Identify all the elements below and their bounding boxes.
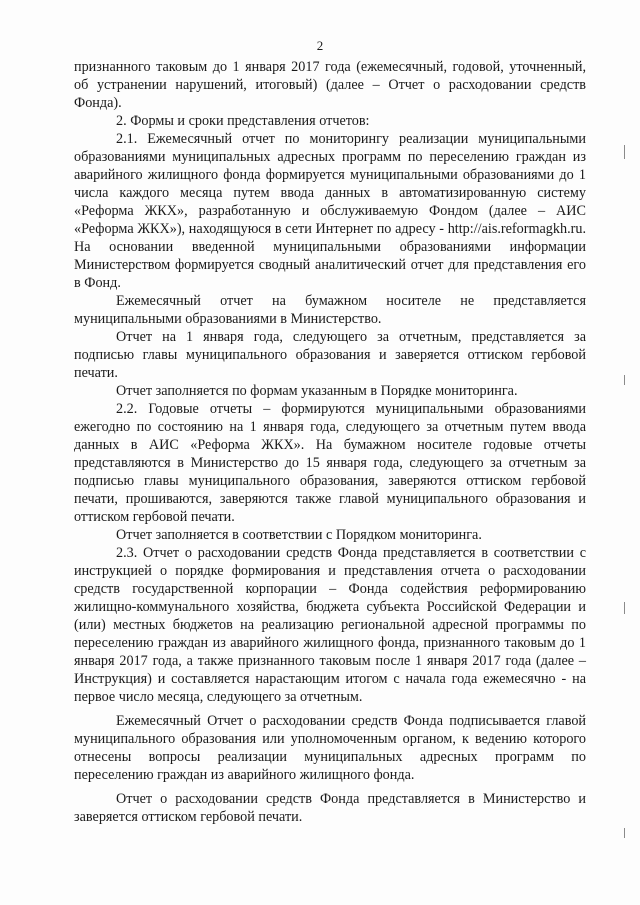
paragraph-monthly-signature: Ежемесячный Отчет о расходовании средств Фонда подписывается главой муниципального образования или уполномоченным органом, к ведению которого отнесены вопросы реализации муниципальных адресных программ по переселению граждан из аварийного жилищного фонда.	[74, 713, 586, 783]
page-number: 2	[316, 38, 324, 53]
margin-scan-mark	[624, 602, 625, 614]
paragraph-2-1-monthly-report: 2.1. Ежемесячный отчет по мониторингу реализации муниципальными образованиями муниципальных адресных программ по переселению граждан из аварийного жилищного фонда формируется муниципальными образованиями до 1 числа каждого месяца путем ввода данных в автоматизированную систему «Реформа ЖКХ», разработанную и обслуживаемую Фондом (далее – АИС «Реформа ЖКХ»), находящуюся в сети Интернет по адресу - http://ais.reformagkh.ru. На основании введенной муниципальными образованиями информации Министерством формируется сводный аналитический отчет для представления его в Фонд.	[74, 131, 586, 291]
document-body	[74, 58, 586, 826]
margin-scan-mark	[624, 828, 625, 838]
margin-scan-mark	[624, 375, 625, 385]
paragraph-2-2-annual-reports: 2.2. Годовые отчеты – формируются муниципальными образованиями ежегодно по состоянию на 1 января года, следующего за отчетным путем ввода данных в АИС «Реформа ЖКХ». На бумажном носителе годовые отчеты представляются в Министерство до 15 января года, следующего за отчетным за подписью главы муниципального образования, заверяются оттиском гербовой печати, прошиваются, заверяются также главой муниципального образования и оттиском гербовой печати.	[74, 401, 586, 525]
paragraph-fund-report-seal: Отчет о расходовании средств Фонда представляется в Министерство и заверяется оттиском гербовой печати.	[74, 791, 586, 825]
margin-scan-mark	[624, 145, 625, 159]
paragraph-forms-note: Отчет заполняется по формам указанным в Порядке мониторинга.	[116, 383, 518, 399]
section-heading-forms-and-deadlines: 2. Формы и сроки представления отчетов:	[116, 113, 370, 129]
paragraph-monitoring-note: Отчет заполняется в соответствии с Порядком мониторинга.	[116, 527, 482, 543]
paragraph-2-3-fund-expenditure: 2.3. Отчет о расходовании средств Фонда представляется в соответствии с инструкцией о порядке формирования и представления отчета о расходовании средств государственной корпорации – Фонда содействия реформированию жилищно-коммунального хозяйства, бюджета субъекта Российской Федерации и (или) местных бюджетов на реализацию региональной адресной программы по переселению граждан из аварийного жилищного фонда, признанного таковым до 1 января 2017 года, а также признанного таковым после 1 января 2017 года (далее – Инструкция) и составляется нарастающим итогом с начала года ежемесячно - на первое число месяца, следующего за отчетным.	[74, 545, 586, 705]
paragraph-january-report: Отчет на 1 января года, следующего за отчетным, представляется за подписью главы муниципального образования и заверяется оттиском гербовой печати.	[74, 329, 586, 381]
paragraph-monthly-paper-note: Ежемесячный отчет на бумажном носителе не представляется муниципальными образованиями в Министерство.	[74, 293, 586, 327]
paragraph-continuation: признанного таковым до 1 января 2017 года (ежемесячный, годовой, уточненный, об устранении нарушений, итоговый) (далее – Отчет о расходовании средств Фонда).	[74, 59, 586, 111]
